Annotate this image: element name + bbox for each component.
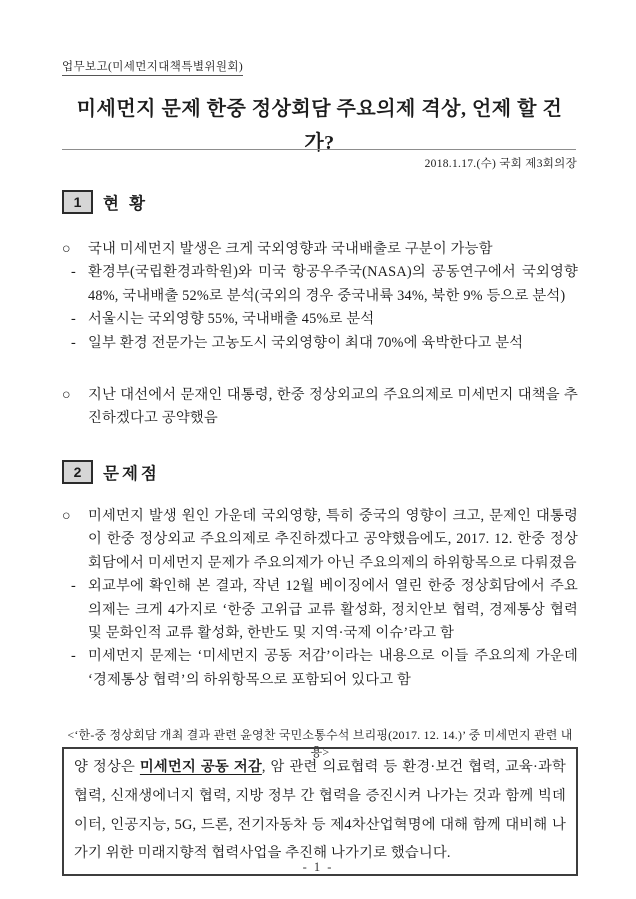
briefing-quote-box [62,747,578,876]
bullet-marker: - [71,311,76,328]
sub-bullet-item [62,308,578,331]
report-type-label [62,58,243,74]
quote-emphasis: 미세먼지 공동 저감 [139,759,262,775]
sub-bullet-item [62,332,578,355]
section-1-body [62,238,578,431]
page-title: 미세먼지 문제 한중 정상회담 주요의제 격상, 언제 할 건가? [76,98,563,154]
bullet-marker: ○ [62,241,71,257]
bullet-text: 외교부에 확인해 본 결과, 작년 12월 베이징에서 열린 한중 정상회담에서 주요의제는 크게 4가지로 ‘한중 고위급 교류 활성화, 정치안보 협력, 경제통상 협력 및 문화인적 교류 활성화, 한반도 및 지역·국제 이슈’라고 함 [88,578,578,642]
sub-bullet-item [62,575,578,645]
section-2-header [62,460,160,484]
quote-suffix: , 암 관련 의료협력 등 환경·보건 협력, 교육·과학 협력, 신재생에너지 협력, 지방 정부 간 협력을 증진시켜 나가는 것과 함께 빅데이터, 인공지능, 5G, 드론, 전기자동차 등 제4차산업혁명에 대해 함께 대비해 나가기 위한 미래지향적 협력사업을 추진해 나가기로 했습니다. [74,759,567,862]
section-2-number-box: 2 [62,460,93,484]
date-venue: 2018.1.17.(수) 국회 제3회의장 [424,158,577,170]
bullet-text: 미세먼지 문제는 ‘미세먼지 공동 저감’이라는 내용으로 이들 주요의제 가운데 ‘경제통상 협력’의 하위항목으로 포함되어 있다고 함 [88,648,578,688]
bullet-marker: - [71,334,76,351]
page-number: - 1 - [302,860,334,874]
section-2-heading: 문제점 [103,464,160,483]
section-1-heading: 현 황 [103,194,149,213]
report-type-text: 업무보고(미세먼지대책특별위원회) [62,61,243,76]
bullet-marker: - [71,578,76,595]
bullet-item [62,238,578,261]
bullet-marker: ○ [62,387,71,404]
bullet-text: 환경부(국립환경과학원)와 미국 항공우주국(NASA)의 공동연구에서 국외영향 48%, 국내배출 52%로 분석(국외의 경우 중국내륙 34%, 북한 9% 등으로 분석) [88,264,578,304]
bullet-item [62,384,578,431]
section-1-header [62,190,148,214]
header-divider [62,149,576,150]
bullet-text: 국내 미세먼지 발생은 크게 국외영향과 국내배출로 구분이 가능함 [88,241,493,257]
bullet-text: 지난 대선에서 문재인 대통령, 한중 정상외교의 주요의제로 미세먼지 대책을 추진하겠다고 공약했음 [88,387,578,427]
bullet-item [62,505,578,575]
section-2-body [62,505,578,692]
bullet-marker: ○ [62,508,71,524]
sub-bullet-item [62,261,578,308]
quote-prefix: 양 정상은 [74,759,140,775]
sub-bullet-item [62,645,578,692]
bullet-marker: - [71,264,76,281]
bullet-text: 서울시는 국외영향 55%, 국내배출 45%로 분석 [88,311,375,328]
bullet-text: 미세먼지 발생 원인 가운데 국외영향, 특히 중국의 영향이 크고, 문제인 대통령이 한중 정상외교 주요의제로 추진하겠다고 공약했음에도, 2017. 12. 한중 정상회담에서 미세먼지 문제가 주요의제가 아닌 주요의제의 하위항목으로 다뤄졌음 [88,508,578,571]
section-1-number-box: 1 [62,190,93,214]
bullet-text: 일부 환경 전문가는 고농도시 국외영향이 최대 70%에 육박한다고 분석 [88,334,524,351]
briefing-caption: <‘한-중 정상회담 개최 결과 관련 윤영찬 국민소통수석 브리핑(2017. 12. 14.)’ 중 미세먼지 관련 내용> [67,728,573,759]
bullet-marker: - [71,648,76,665]
